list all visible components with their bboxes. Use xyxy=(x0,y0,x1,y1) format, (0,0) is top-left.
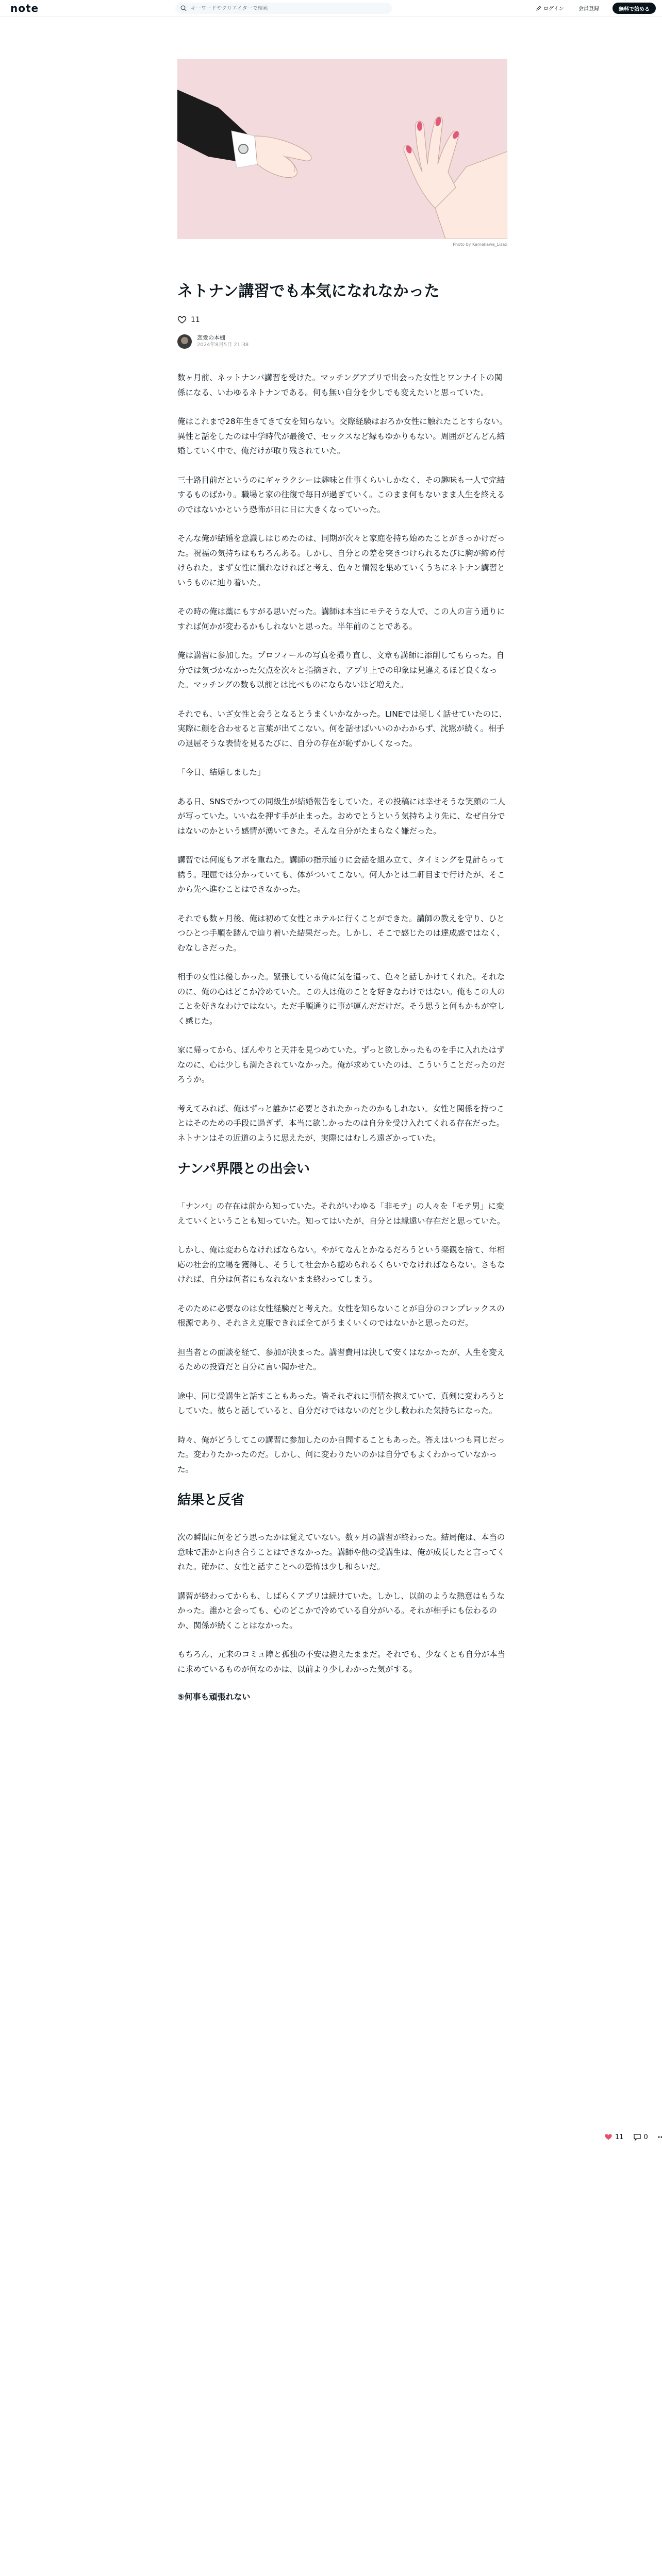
article xyxy=(177,281,507,1708)
body-paragraph: 家に帰ってから、ぼんやりと天井を見つめていた。ずっと欲しかったものを手に入れたはずなのに、心は少しも満たされていなかった。俺が求めていたのは、こういうことだったのだろうか。 xyxy=(177,1045,505,1084)
article-title: ネトナン講習でも本気になれなかった xyxy=(177,282,440,300)
float-like-count: 11 xyxy=(615,2133,624,2141)
body-paragraph: それでも数ヶ月後、俺は初めて女性とホテルに行くことができた。講師の教えを守り、ひとつひとつ手順を踏んで辿り着いた結果だった。しかし、そこで感じたのは達成感ではなく、むなしさだった。 xyxy=(177,913,505,953)
body-paragraph: 講習が終わってからも、しばらくアプリは続けていた。しかし、以前のような熱意はもうなかった。誰かと会っても、心のどこかで冷めている自分がいる。それが相手にも伝わるのか、関係が続くことはなかった。 xyxy=(177,1591,505,1630)
search-bar[interactable] xyxy=(175,3,392,14)
login-label: ログイン xyxy=(543,6,564,12)
float-comment-count: 0 xyxy=(643,2133,648,2141)
comment-icon xyxy=(633,2133,641,2141)
body-paragraph: 考えてみれば、俺はずっと誰かに必要とされたかったのかもしれない。女性と関係を持つことはそのための手段に過ぎず、本当に欲しかったのは自分を受け入れてくれる存在だった。ネトナンはその近道のように思えたが、実際にはむしろ遠ざかっていた。 xyxy=(177,1104,505,1143)
body-paragraph: その時の俺は藁にもすがる思いだった。講師は本当にモテそうな人で、この人の言う通りにすれば何かが変わるかもしれないと思った。半年前のことである。 xyxy=(177,607,505,631)
photo-credit: Photo by Kamekawa_Lisax xyxy=(453,242,507,247)
signup-link[interactable]: 会員登録 xyxy=(578,6,599,12)
search-icon xyxy=(180,5,187,11)
body-paragraph: そのために必要なのは女性経験だと考えた。女性を知らないことが自分のコンプレックスの根源であり、それさえ克服できれば全てがうまくいくのではないかと思ったのだ。 xyxy=(177,1303,505,1328)
section-heading-2: 結果と反省 xyxy=(177,1493,245,1508)
login-link[interactable] xyxy=(536,4,564,12)
body-paragraph: それでも、いざ女性と会うとなるとうまくいかなかった。LINEでは楽しく話せていたのに、実際に顔を合わせると言葉が出てこない。何を話せばいいのかわからず、沈黙が続く。相手の退屈そうな表情を見るたびに、自分の存在が恥ずかしくなった。 xyxy=(177,709,507,748)
body-paragraph: 「今日、結婚しました」 xyxy=(177,768,266,777)
avatar[interactable] xyxy=(177,334,192,349)
search-input[interactable] xyxy=(191,6,387,11)
body-paragraph: 俺は講習に参加した。プロフィールの写真を撮り直し、文章も講師に添削してもらった。自分では気づかなかった欠点を次々と指摘され、アプリ上での印象は見違えるほど良くなった。マッチングの数も以前とは比べものにならないほど増えた。 xyxy=(177,651,504,689)
site-header xyxy=(0,0,662,16)
hero-image xyxy=(177,59,507,239)
article-body xyxy=(177,370,507,1703)
float-comment-button[interactable] xyxy=(633,2133,648,2141)
pen-icon xyxy=(536,6,541,11)
body-paragraph: 時々、俺がどうしてこの講習に参加したのか自問することもあった。答えはいつも同じだった。変わりたかったのだ。しかし、何に変わりたいのかは自分でもよくわかっていなかった。 xyxy=(177,1435,505,1474)
floating-actions xyxy=(604,2133,662,2141)
body-paragraph: 三十路目前だというのにギャラクシーは趣味と仕事くらいしかなく、その趣味も一人で完結するものばかり。職場と家の往復で毎日が過ぎていく。このまま何もないまま人生を終えるのではないかという恐怖が日に日に大きくなっていった。 xyxy=(177,475,505,514)
float-more-button[interactable] xyxy=(657,2133,662,2141)
body-paragraph: 次の瞬間に何をどう思ったかは覚えていない。数ヶ月の講習が終わった。結局俺は、本当の意味で誰かと向き合うことはできなかった。講師や他の受講生は、俺が成長したと言ってくれた。確かに、女性と話すことへの恐怖は少し和らいだ。 xyxy=(177,1533,505,1571)
body-paragraph: 担当者との面談を経て、参加が決まった。講習費用は決して安くはなかったが、人生を変えるための投資だと自分に言い聞かせた。 xyxy=(177,1347,505,1371)
more-icon xyxy=(657,2133,662,2141)
body-paragraph: しかし、俺は変わらなければならない。やがてなんとかなるだろうという楽観を捨て、年相応の社会的立場を獲得し、そうして社会から認められるくらいでなければならない。さもなければ、自分は何者にもなれないまま終わってしまう。 xyxy=(177,1245,505,1284)
like-count: 11 xyxy=(191,316,200,324)
author-block[interactable] xyxy=(177,333,507,350)
heart-icon[interactable] xyxy=(177,315,187,325)
body-paragraph: 俺はこれまで28年生きてきて女を知らない。交際経験はおろか女性に触れたことすらない。異性と話をしたのは中学時代が最後で、セックスなど縁もゆかりもない。周囲がどんどん結婚していく中で、俺だけが取り残されていた。 xyxy=(177,417,507,455)
heart-icon xyxy=(604,2133,613,2141)
publish-date: 2024年8月5日 21:38 xyxy=(197,342,249,348)
body-paragraph: 「ナンパ」の存在は前から知っていた。それがいわゆる「非モテ」の人々を「モテ男」に変えていくということも知っていた。知ってはいたが、自分とは縁遠い存在だと思っていた。 xyxy=(177,1201,505,1226)
float-like-button[interactable] xyxy=(604,2133,624,2141)
note-logo[interactable]: note xyxy=(10,2,39,14)
subsection-heading: ⑤何事も頑張れない xyxy=(177,1692,251,1702)
like-counter[interactable] xyxy=(177,315,507,325)
hands-illustration xyxy=(177,59,507,239)
section-heading-1: ナンパ界隈との出会い xyxy=(177,1161,310,1177)
body-paragraph: もちろん、元来のコミュ障と孤独の不安は抱えたままだ。それでも、少なくとも自分が本当に求めているものが何なのかは、以前より少しわかった気がする。 xyxy=(177,1650,506,1674)
body-paragraph: 数ヶ月前、ネットナンパ講習を受けた。マッチングアプリで出会った女性とワンナイトの関係になる、いわゆるネトナンである。何も無い自分を少しでも変えたいと思っていた。 xyxy=(177,373,503,397)
register-button[interactable]: 無料で始める xyxy=(613,3,656,14)
body-paragraph: 講習では何度もアポを重ねた。講師の指示通りに会話を組み立て、タイミングを見計らって誘う。理屈では分かっていても、体がついてこない。何人かとは二軒目まで行けたが、そこから先へ進むことはできなかった。 xyxy=(177,855,505,894)
body-paragraph: 相手の女性は優しかった。緊張している俺に気を遣って、色々と話しかけてくれた。それなのに、俺の心はどこか冷めていた。この人は俺のことを好きなわけではない。俺もこの人のことを好きなわけではない。ただ手順通りに事が運んだだけだ。そう思うと何もかもが空しく感じた。 xyxy=(177,972,505,1026)
body-paragraph: 途中、同じ受講生と話すこともあった。皆それぞれに事情を抱えていて、真剣に変わろうとしていた。彼らと話していると、自分だけではないのだと少し救われた気持ちになった。 xyxy=(177,1391,505,1415)
body-paragraph: ある日、SNSでかつての同級生が結婚報告をしていた。その投稿には幸せそうな笑顔の二人が写っていた。いいねを押す手が止まった。おめでとうという気持ちより先に、なぜ自分ではないのかという感情が湧いてきた。そんな自分がたまらなく嫌だった。 xyxy=(177,796,505,836)
body-paragraph: そんな俺が結婚を意識しはじめたのは、同期が次々と家庭を持ち始めたことがきっかけだった。祝福の気持ちはもちろんある。しかし、自分との差を突きつけられるたびに胸が締め付けられた。まず女性に慣れなければと考え、色々と情報を集めていくうちにネトナン講習というものに辿り着いた。 xyxy=(177,534,505,587)
author-name[interactable]: 恋愛の本棚 xyxy=(197,334,225,341)
